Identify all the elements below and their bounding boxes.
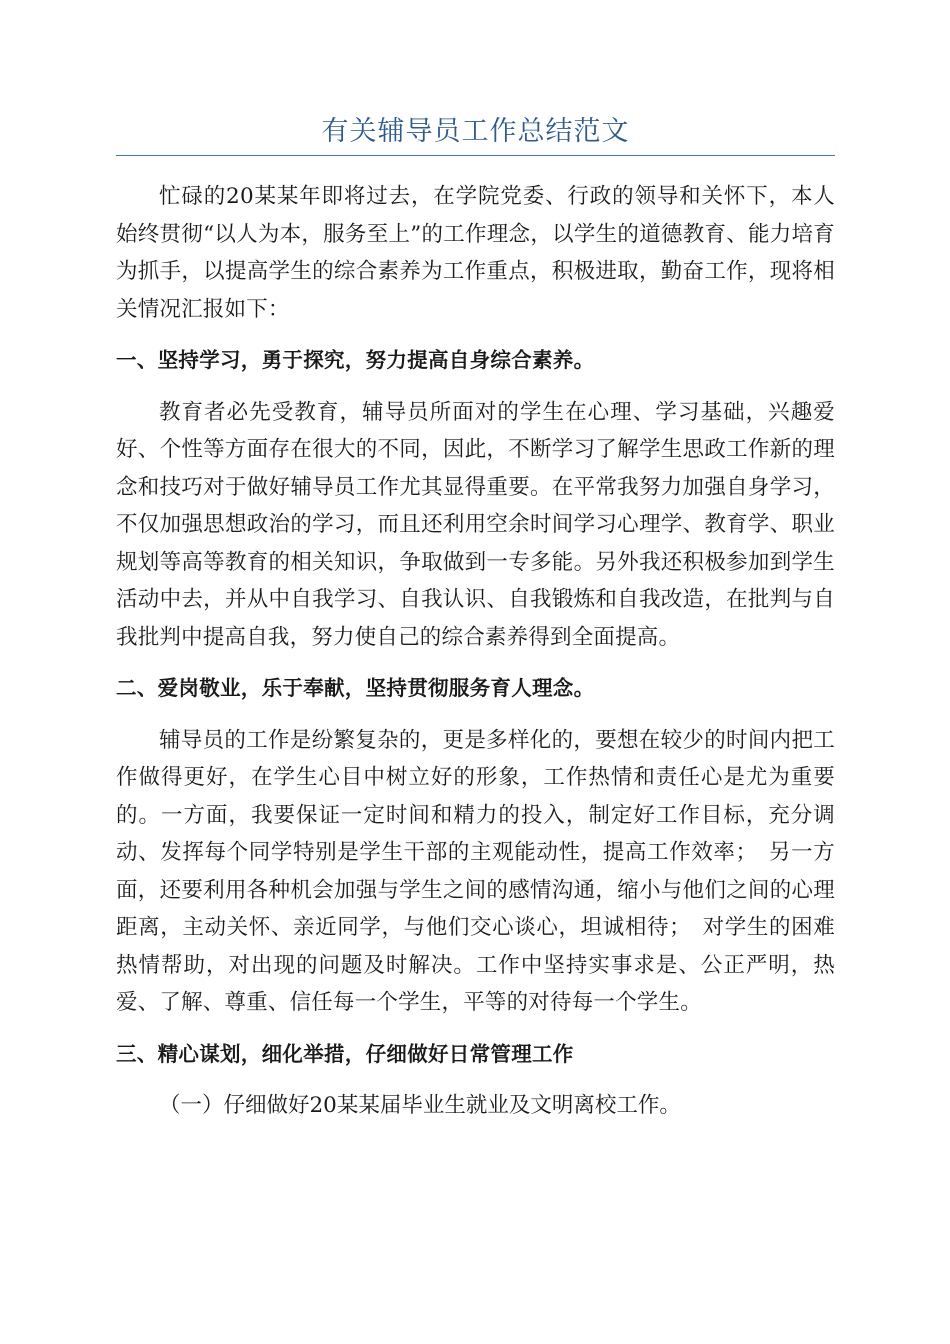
section-3-heading: 三、精心谋划，细化举措，仔细做好日常管理工作 [116, 1041, 574, 1066]
section-2-paragraph: 辅导员的工作是纷繁复杂的，更是多样化的，要想在较少的时间内把工作做得更好，在学生心目中树立好的形象，工作热情和责任心是尤为重要的。一方面，我要保证一定时间和精力的投入，制定好工作目标，充分调动、发挥每个同学特别是学生干部的主观能动性，提高工作效率； 另一方面，还要利用各种机会加强与学生之间的感情沟通，缩小与他们之间的心理距离，主动关怀、亲近同学，与他们交心谈心，坦诚相待； 对学生的困难热情帮助，对出现的问题及时解决。工作中坚持实事求是、公正严明，热爱、了解、尊重、信任每一个学生，平等的对待每一个学生。 [116, 727, 835, 1015]
section-2-heading: 二、爱岗敬业，乐于奉献，坚持贯彻服务育人理念。 [116, 676, 595, 700]
intro-paragraph: 忙碌的20某某年即将过去，在学院党委、行政的领导和关怀下，本人始终贯彻“以人为本，服务至上”的工作理念，以学生的道德教育、能力培育为抓手，以提高学生的综合素养为工作重点，积极进取，勤奋工作，现将相关情况汇报如下： [116, 184, 835, 322]
title-underline [116, 155, 835, 156]
section-3-subitem-1: （一）仔细做好20某某届毕业生就业及文明离校工作。 [159, 1093, 681, 1118]
section-1-heading: 一、坚持学习，勇于探究，努力提高自身综合素养。 [116, 348, 595, 372]
document-title: 有关辅导员工作总结范文 [321, 116, 630, 147]
section-1-paragraph: 教育者必先受教育，辅导员所面对的学生在心理、学习基础，兴趣爱好、个性等方面存在很大的不同，因此，不断学习了解学生思政工作新的理念和技巧对于做好辅导员工作尤其显得重要。在平常我努力加强自身学习，不仅加强思想政治的学习，而且还利用空余时间学习心理学、教育学、职业规划等高等教育的相关知识，争取做到一专多能。另外我还积极参加到学生活动中去，并从中自我学习、自我认识、自我锻炼和自我改造，在批判与自我批判中提高自我，努力使自己的综合素养得到全面提高。 [116, 399, 835, 650]
document-body [116, 178, 835, 1125]
